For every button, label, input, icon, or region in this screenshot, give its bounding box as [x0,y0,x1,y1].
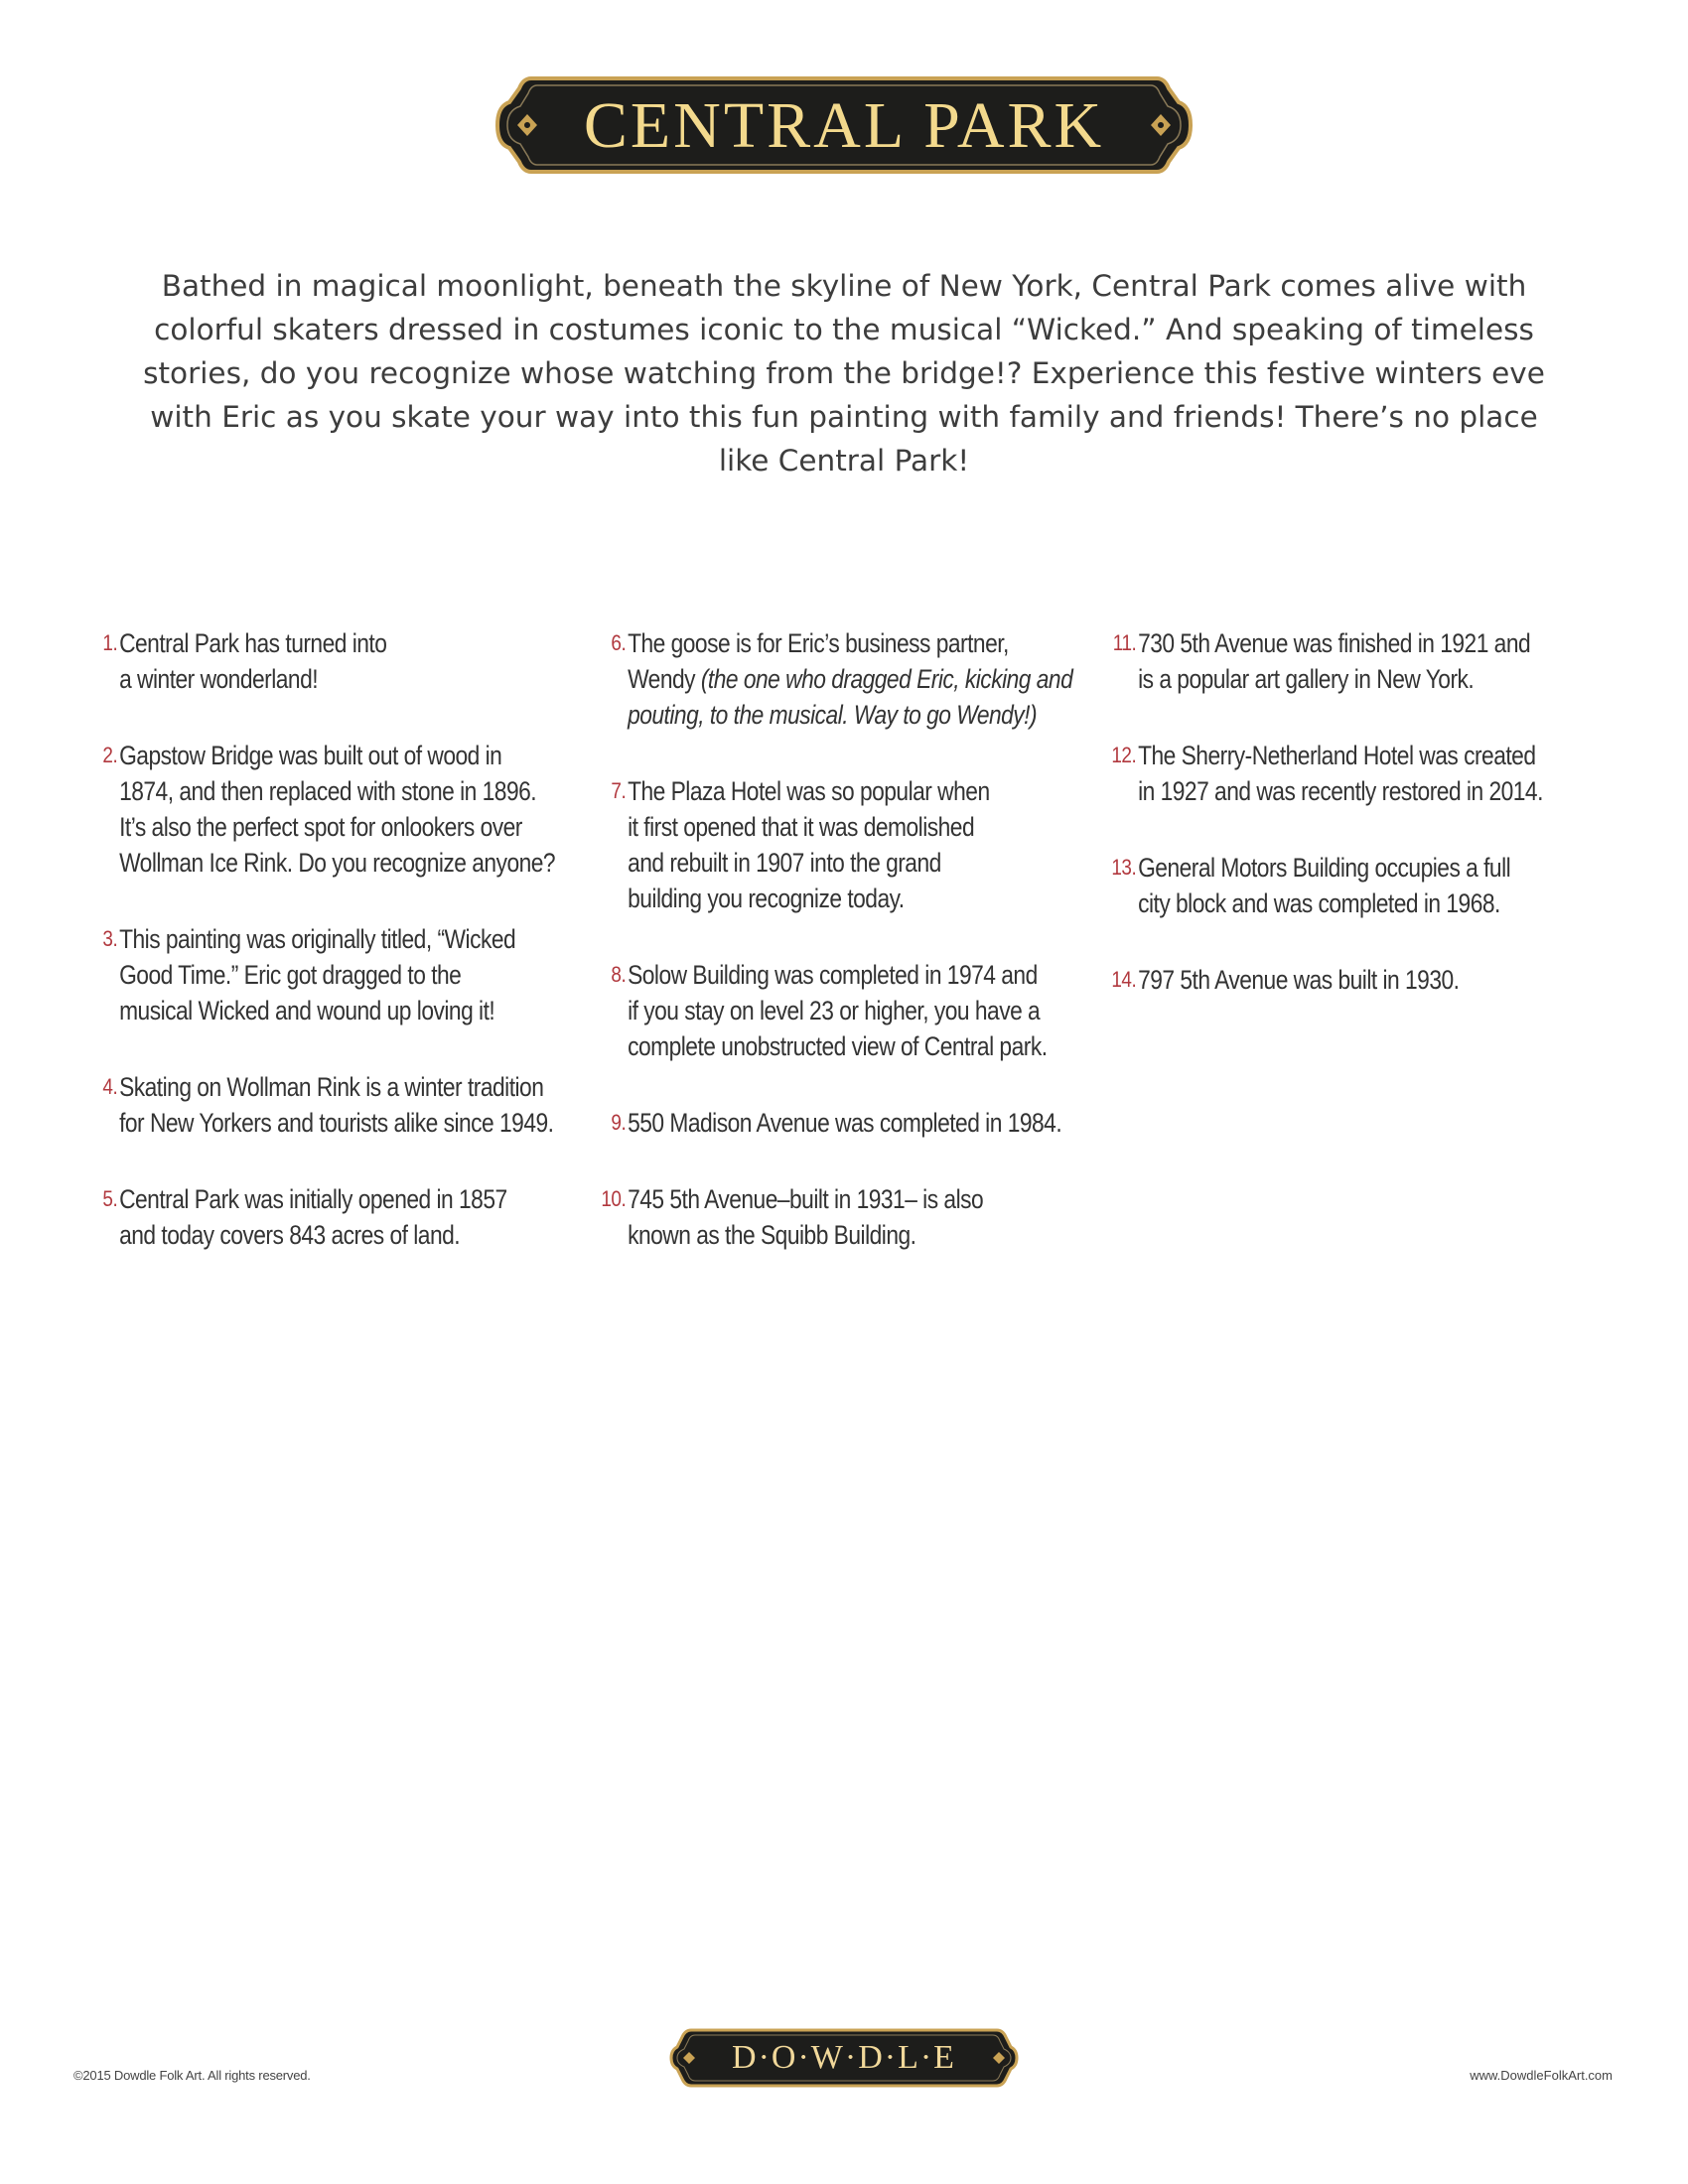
fact-number: 12. [1111,743,1137,767]
facts-column-2 [601,625,1120,1253]
fact-item [95,1069,598,1141]
intro-paragraph: Bathed in magical moonlight, beneath the skyline of New York, Central Park comes alive with colorful skaters dressed in costumes iconic to the musical “Wicked.” And speaking of timeless stories, do you recognize whose watching from the bridge!? Experience this festive winters eve with Eric as you skate your way into this fun painting with family and friends! There’s no place like Central Park! [143,269,1545,478]
fact-text: Solow Building was completed in 1974 and if you stay on level 23 or higher, you have a complete unobstructed view of Central park. [628,960,1048,1061]
fact-item [604,625,1106,733]
fact-text: 797 5th Avenue was built in 1930. [1138,965,1460,995]
fact-item [604,957,1106,1064]
fact-item [604,1105,1106,1141]
website-link[interactable]: www.DowdleFolkArt.com [1470,2068,1613,2083]
logo-wordmark: D·O·W·D·L·E [732,2039,956,2076]
page-title: CENTRAL PARK [583,89,1105,162]
facts-column-1 [95,625,612,1253]
fact-item [95,921,598,1028]
fact-text: 550 Madison Avenue was completed in 1984. [628,1108,1062,1138]
fact-text-plain: The goose is for Eric’s business partner, Wendy [628,628,1009,694]
fact-text-italic: (the one who dragged Eric, kicking and pouting, to the musical. Way to go Wendy!) [628,664,1073,730]
fact-text: Gapstow Bridge was built out of wood in 1874, and then replaced with stone in 1896. It’s also the perfect spot for onlookers over Wollman Ice Rink. Do you recognize anyone? [119,741,556,878]
fact-item [604,773,1106,916]
fact-item [1111,962,1617,998]
fact-text: General Motors Building occupies a full city block and was completed in 1968. [1138,853,1511,918]
fact-text: Central Park was initially opened in 1857 and today covers 843 acres of land. [119,1184,507,1250]
fact-number: 4. [102,1074,118,1099]
fact-number: 9. [611,1110,627,1135]
facts-column-3 [1111,625,1630,998]
fact-number: 10. [601,1186,627,1211]
fact-text: The Sherry-Netherland Hotel was created in 1927 and was recently restored in 2014. [1138,741,1543,806]
copyright-text: ©2015 Dowdle Folk Art. All rights reserved. [73,2068,311,2083]
fact-number: 5. [102,1186,118,1211]
title-plaque [493,74,1195,176]
fact-text: Skating on Wollman Rink is a winter tradition for New Yorkers and tourists alike since 1949. [119,1072,554,1138]
fact-item [601,1181,1106,1253]
fact-number: 8. [611,962,627,987]
fact-item [1114,625,1617,697]
fact-number: 2. [102,743,118,767]
fact-number: 13. [1111,855,1137,880]
fact-number: 14. [1111,967,1137,992]
fact-number: 6. [611,630,627,655]
fact-item [1111,850,1617,921]
fact-text: 730 5th Avenue was finished in 1921 and is a popular art gallery in New York. [1138,628,1531,694]
fact-item [1111,738,1617,809]
fact-number: 7. [611,778,627,803]
fact-text: Central Park has turned into a winter wonderland! [119,628,387,694]
dowdle-logo [669,2027,1019,2089]
fact-number: 3. [102,926,118,951]
fact-number: 1. [102,630,118,655]
fact-text: The Plaza Hotel was so popular when it first opened that it was demolished and rebuilt in 1907 into the grand building you recognize today. [628,776,990,913]
fact-item [95,738,598,881]
fact-item [95,625,598,697]
fact-text: This painting was originally titled, “Wicked Good Time.” Eric got dragged to the musical Wicked and wound up loving it! [119,924,516,1025]
fact-number: 11. [1112,630,1137,655]
fact-item [95,1181,598,1253]
fact-text: 745 5th Avenue–built in 1931– is also known as the Squibb Building. [628,1184,984,1250]
fact-text [628,625,1106,733]
